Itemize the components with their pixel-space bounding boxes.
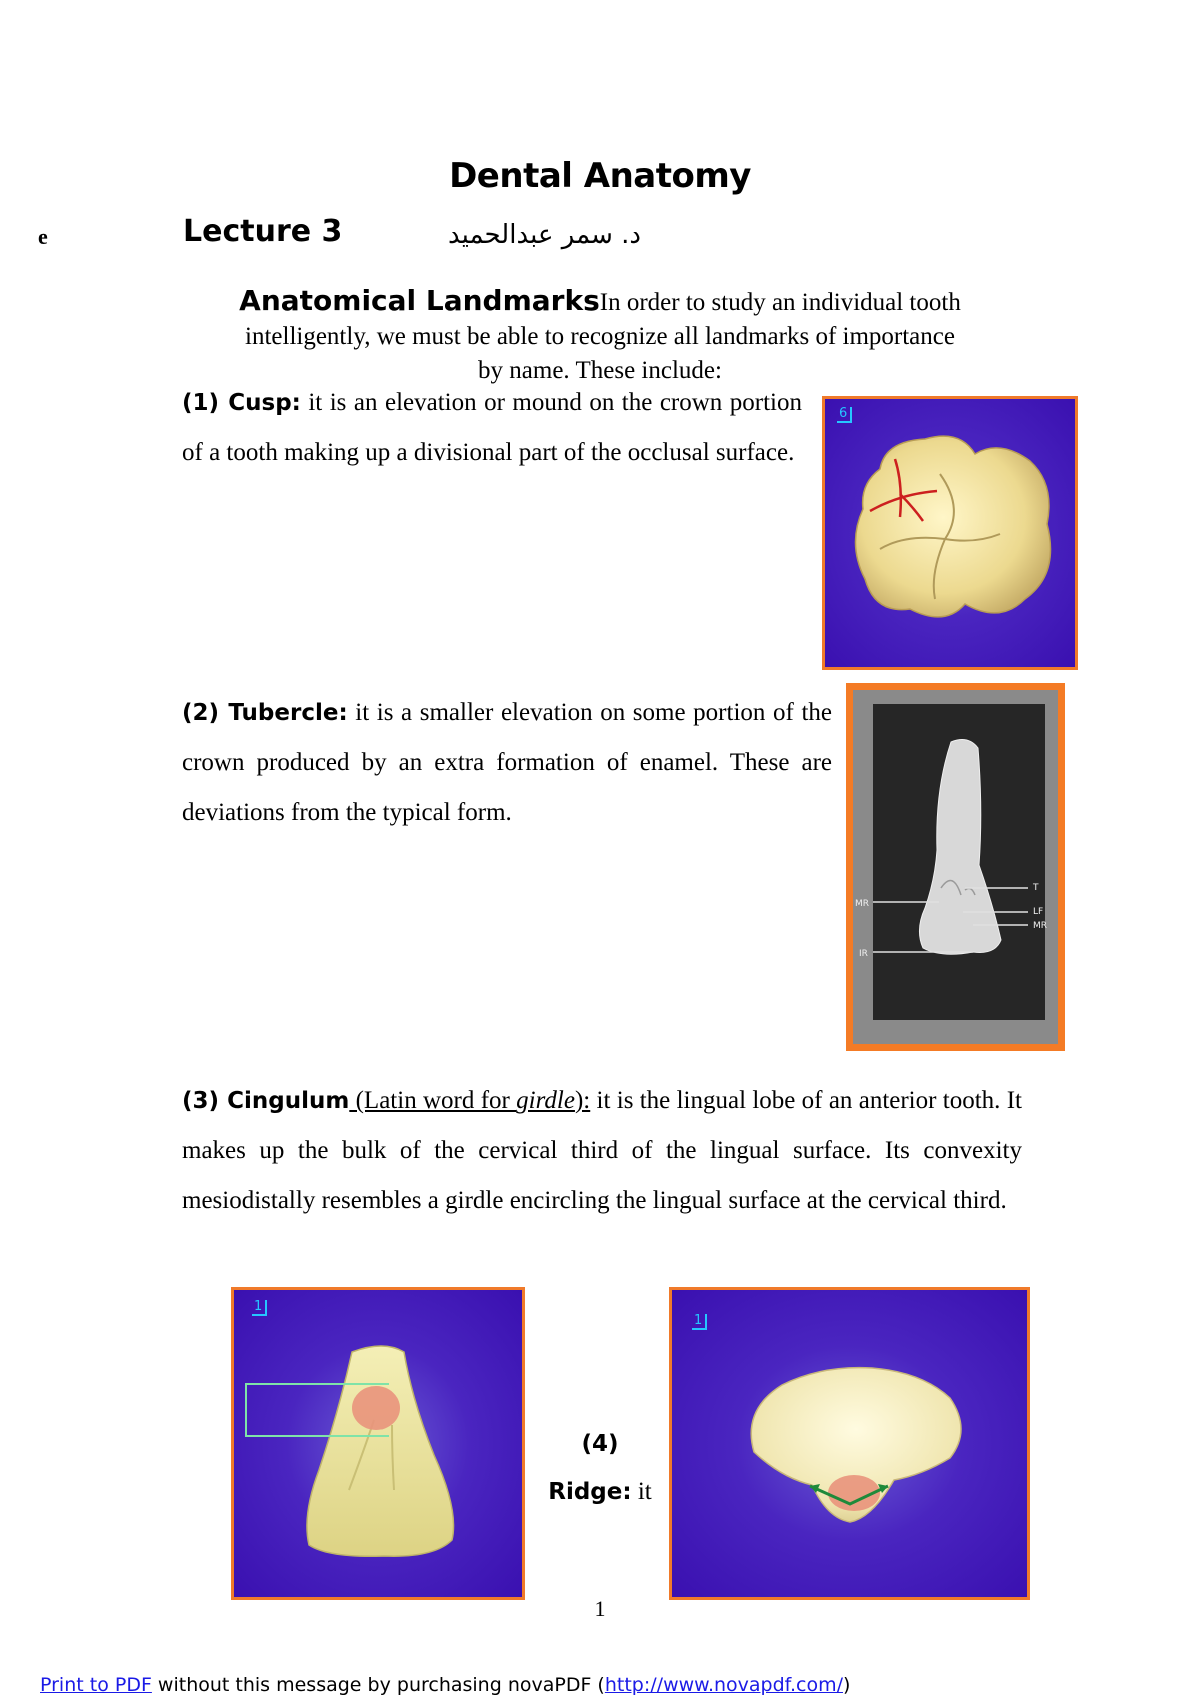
ridge-term: Ridge:	[548, 1479, 632, 1505]
incisor-incisal-view-image	[672, 1290, 1027, 1597]
ridge-paragraph	[540, 1420, 660, 1516]
tubercle-paragraph	[182, 688, 832, 838]
intro-text-1: In order to study an individual tooth	[599, 289, 961, 316]
section-heading: Anatomical Landmarks	[239, 284, 600, 317]
cingulum-term: (3) Cingulum	[182, 1088, 350, 1114]
intro-text-3: by name. These include:	[478, 357, 722, 384]
latin-note	[349, 1087, 590, 1114]
incisor-crown	[307, 1346, 454, 1556]
novapdf-link[interactable]: http://www.novapdf.com/	[604, 1674, 843, 1696]
molar-crown	[855, 436, 1050, 617]
incisor-lingual-cingulum-image	[234, 1290, 522, 1597]
tubercle-term: (2) Tubercle:	[182, 700, 348, 726]
document-title: Dental Anatomy	[449, 156, 751, 196]
tubercle-text: it is a smaller elevation on some portion of the crown produced by an extra formation of enamel. These are deviations from the typical form.	[182, 699, 832, 826]
print-to-pdf-link[interactable]: Print to PDF	[40, 1674, 152, 1696]
cingulum-figure-right	[669, 1287, 1030, 1600]
cingulum-highlight	[352, 1386, 400, 1430]
cingulum-text: it is the lingual lobe of an anterior tooth. It makes up the bulk of the cervical third of the lingual surface. Its convexity mesiodistally resembles a girdle encircling the lingual surface at the cervical third.	[182, 1087, 1022, 1214]
intro-text-2: intelligently, we must be able to recognize all landmarks of importance	[245, 323, 955, 350]
label-lf: LF	[1033, 907, 1044, 917]
footer-text: without this message by purchasing novaPDF (	[151, 1674, 605, 1696]
ridge-number: (4)	[581, 1431, 619, 1457]
latin-note-close: ):	[574, 1087, 591, 1114]
ridge-text: it	[631, 1478, 652, 1505]
tubercle-figure	[846, 683, 1065, 1051]
footer-text-end: )	[842, 1674, 851, 1696]
cusp-text: it is an elevation or mound on the crown portion of a tooth making up a divisional part of the occlusal surface.	[182, 389, 802, 466]
latin-note-open: (Latin word for	[349, 1087, 517, 1114]
figure-number: 1	[252, 1300, 267, 1316]
latin-word: girdle	[516, 1087, 575, 1114]
label-ir: IR	[859, 949, 868, 959]
molar-occlusal-image	[825, 399, 1075, 667]
margin-mark: e	[38, 224, 48, 249]
lecture-number: Lecture 3	[183, 214, 343, 249]
incisor-lingual-image	[853, 690, 1058, 1044]
cusp-term: (1) Cusp:	[182, 390, 301, 416]
intro-paragraph	[180, 284, 1020, 388]
pdf-footer	[40, 1674, 850, 1696]
figure-number: 6	[837, 407, 852, 423]
figure-number: 1	[692, 1314, 707, 1330]
label-t: T	[1033, 883, 1039, 893]
cingulum-figure-left	[231, 1287, 525, 1600]
cingulum-paragraph	[182, 1076, 1022, 1226]
author-name: د. سمر عبدالحميد	[448, 220, 641, 250]
label-mr-right: MR	[1033, 921, 1048, 931]
cusp-figure	[822, 396, 1078, 670]
page-number: 1	[594, 1596, 606, 1621]
cusp-paragraph	[182, 378, 802, 478]
label-mr-left: MR	[855, 899, 870, 909]
